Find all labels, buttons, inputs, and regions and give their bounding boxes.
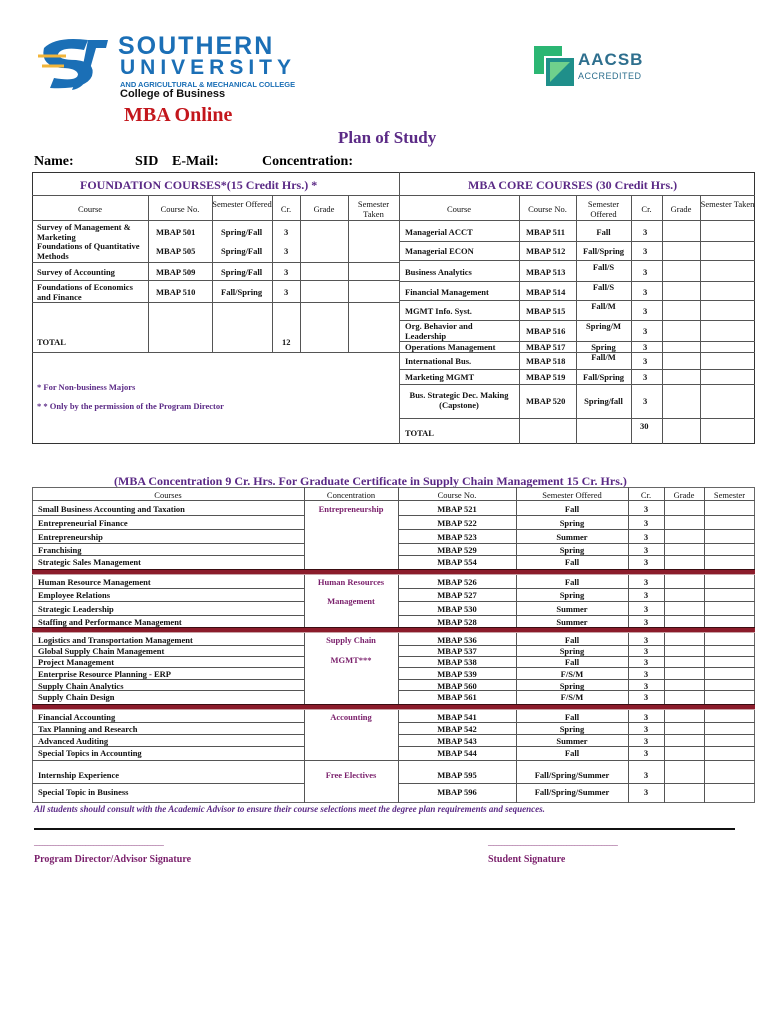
conc-col-semester: Semester Offered bbox=[542, 490, 602, 500]
core-cr: 3 bbox=[643, 372, 648, 382]
su-emblem-icon bbox=[36, 36, 116, 94]
core-semester: Fall/S bbox=[592, 262, 615, 272]
conc-course: Tax Planning and Research bbox=[38, 724, 138, 734]
core-semester: Fall/Spring bbox=[582, 372, 625, 382]
conc-courseno: MBAP 537 bbox=[437, 646, 477, 656]
foundation-courseno: MBAP 505 bbox=[156, 246, 196, 256]
conc-cr: 3 bbox=[643, 617, 649, 627]
core-course: Operations Management bbox=[405, 342, 496, 352]
core-semester: Fall/M bbox=[591, 352, 616, 362]
conc-course: Logistics and Transportation Management bbox=[38, 635, 193, 645]
conc-courseno: MBAP 541 bbox=[437, 712, 477, 722]
conc-col-semester-taken: Semester bbox=[713, 490, 746, 500]
group-name-entrepreneurship: Entrepreneurship bbox=[318, 504, 384, 514]
core-courseno: MBAP 519 bbox=[526, 372, 566, 382]
foundation-col-taken: Semester Taken bbox=[357, 199, 390, 219]
core-cr: 3 bbox=[643, 246, 648, 256]
conc-cr: 3 bbox=[643, 724, 649, 734]
conc-cr: 3 bbox=[643, 604, 649, 614]
conc-course: Small Business Accounting and Taxation bbox=[38, 504, 185, 514]
core-cr: 3 bbox=[643, 342, 648, 352]
group-name-free-electives: Free Electives bbox=[325, 770, 377, 780]
conc-courseno: MBAP 528 bbox=[437, 617, 477, 627]
conc-courseno: MBAP 523 bbox=[437, 532, 477, 542]
conc-col-cr: Cr. bbox=[640, 490, 652, 500]
core-col-semester: Semester Offered bbox=[587, 199, 620, 219]
core-col-grade: Grade bbox=[670, 204, 692, 214]
core-courseno: MBAP 516 bbox=[526, 326, 566, 336]
conc-cr: 3 bbox=[643, 532, 649, 542]
conc-cr: 3 bbox=[643, 681, 649, 691]
conc-cr: 3 bbox=[643, 657, 649, 667]
conc-semester: Fall bbox=[564, 748, 580, 758]
foundation-semester: Spring/Fall bbox=[221, 246, 263, 256]
core-cr: 3 bbox=[643, 227, 648, 237]
aacsb-logo bbox=[534, 44, 654, 88]
foundation-col-courseno: Course No. bbox=[160, 204, 200, 214]
group-name-accounting: Accounting bbox=[330, 712, 372, 722]
core-course: Managerial ECON bbox=[405, 246, 474, 256]
foundation-title: FOUNDATION COURSES*(15 Credit Hrs.) * bbox=[80, 178, 318, 192]
conc-semester: Summer bbox=[556, 736, 588, 746]
conc-courseno: MBAP 544 bbox=[437, 748, 477, 758]
conc-semester: Fall bbox=[564, 635, 580, 645]
foundation-courseno: MBAP 509 bbox=[156, 267, 196, 277]
foundation-courseno: MBAP 501 bbox=[156, 227, 196, 237]
core-col-course: Course bbox=[446, 204, 472, 214]
advisor-note: All students should consult with the Academic Advisor to ensure their course selections meet the degree plan requirements and sequences. bbox=[34, 804, 545, 814]
conc-course: Global Supply Chain Management bbox=[38, 646, 165, 656]
conc-course: Advanced Auditing bbox=[38, 736, 109, 746]
core-courseno: MBAP 512 bbox=[526, 246, 566, 256]
conc-semester: Summer bbox=[556, 604, 588, 614]
conc-cr: 3 bbox=[643, 692, 649, 702]
group-name-management: Management bbox=[327, 596, 375, 606]
conc-courseno: MBAP 561 bbox=[437, 692, 477, 702]
conc-semester: Spring bbox=[559, 590, 585, 600]
core-courseno: MBAP 520 bbox=[526, 396, 566, 406]
conc-col-grade: Grade bbox=[673, 490, 695, 500]
foundation-col-cr: Cr. bbox=[280, 204, 292, 214]
concentration-label: Concentration: bbox=[262, 154, 353, 169]
foundation-note-1: * For Non-business Majors bbox=[37, 382, 136, 392]
concentration-title: (MBA Concentration 9 Cr. Hrs. For Graduate Certificate in Supply Chain Management 15 Cr. Hrs.) bbox=[114, 474, 627, 488]
core-col-taken: Semester Taken bbox=[700, 199, 755, 209]
group-divider bbox=[32, 627, 755, 633]
foundation-total-label: TOTAL bbox=[37, 337, 66, 347]
core-col-courseno: Course No. bbox=[528, 204, 567, 214]
conc-course: Financial Accounting bbox=[38, 712, 116, 722]
foundation-semester: Spring/Fall bbox=[221, 267, 263, 277]
conc-cr: 3 bbox=[643, 646, 649, 656]
conc-semester: Spring bbox=[559, 681, 585, 691]
foundation-semester: Fall/Spring bbox=[221, 287, 263, 297]
student-signature-line[interactable]: ________________________________________________ bbox=[488, 841, 618, 847]
core-col-cr: Cr. bbox=[641, 204, 652, 214]
core-cr: 3 bbox=[643, 326, 648, 336]
conc-course: Special Topic in Business bbox=[38, 787, 129, 797]
core-semester: Fall bbox=[596, 227, 611, 237]
conc-courseno: MBAP 521 bbox=[437, 504, 477, 514]
conc-course: Supply Chain Analytics bbox=[38, 681, 124, 691]
foundation-cr: 3 bbox=[284, 246, 289, 256]
conc-course: Franchising bbox=[38, 545, 82, 555]
conc-courseno: MBAP 595 bbox=[437, 770, 477, 780]
core-courseno: MBAP 514 bbox=[526, 287, 566, 297]
conc-semester: Fall bbox=[564, 577, 580, 587]
core-courseno: MBAP 515 bbox=[526, 306, 566, 316]
group-name-mgmt: MGMT*** bbox=[330, 655, 372, 665]
conc-courseno: MBAP 526 bbox=[437, 577, 477, 587]
foundation-cr: 3 bbox=[284, 267, 289, 277]
conc-course: Entrepreneurship bbox=[38, 532, 103, 542]
conc-course: Supply Chain Design bbox=[38, 692, 115, 702]
conc-semester: Fall bbox=[564, 712, 580, 722]
foundation-col-course: Course bbox=[77, 204, 103, 214]
page-title: MBA Online bbox=[124, 104, 233, 126]
conc-cr: 3 bbox=[643, 518, 649, 528]
core-semester: Fall/M bbox=[591, 301, 616, 311]
conc-course: Entrepreneurial Finance bbox=[38, 518, 128, 528]
student-signature-label: Student Signature bbox=[488, 854, 566, 865]
conc-semester: Summer bbox=[556, 617, 588, 627]
foundation-col-semester: Semester Offered bbox=[212, 199, 272, 209]
core-course: Marketing MGMT bbox=[405, 372, 475, 382]
core-cr: 3 bbox=[643, 287, 648, 297]
core-course: MGMT Info. Syst. bbox=[405, 306, 472, 316]
conc-cr: 3 bbox=[643, 590, 649, 600]
core-courseno: MBAP 517 bbox=[526, 342, 566, 352]
school-name-line3: AND AGRICULTURAL & MECHANICAL COLLEGE bbox=[120, 80, 296, 89]
conc-cr: 3 bbox=[643, 736, 649, 746]
footer-rule bbox=[34, 828, 735, 830]
core-semester: Spring/fall bbox=[584, 396, 623, 406]
conc-semester: Spring bbox=[559, 518, 585, 528]
core-courseno: MBAP 513 bbox=[526, 267, 566, 277]
conc-cr: 3 bbox=[643, 787, 649, 797]
core-title: MBA CORE COURSES (30 Credit Hrs.) bbox=[468, 178, 678, 192]
conc-courseno: MBAP 543 bbox=[437, 736, 477, 746]
core-course: Business Analytics bbox=[405, 267, 472, 277]
conc-course: Staffing and Performance Management bbox=[38, 617, 182, 627]
conc-cr: 3 bbox=[643, 669, 649, 679]
conc-semester: Fall bbox=[564, 504, 580, 514]
conc-courseno: MBAP 529 bbox=[437, 545, 477, 555]
southern-university-logo bbox=[36, 30, 298, 102]
conc-semester: Fall/Spring/Summer bbox=[534, 787, 610, 797]
conc-course: Enterprise Resource Planning - ERP bbox=[38, 669, 172, 679]
conc-course: Human Resource Management bbox=[38, 577, 151, 587]
conc-courseno: MBAP 527 bbox=[437, 590, 477, 600]
conc-col-courses: Courses bbox=[154, 490, 182, 500]
conc-course: Strategic Leadership bbox=[38, 604, 114, 614]
core-cr: 3 bbox=[643, 356, 648, 366]
core-semester: Fall/Spring bbox=[582, 246, 625, 256]
conc-cr: 3 bbox=[643, 748, 649, 758]
conc-semester: Spring bbox=[559, 646, 585, 656]
school-name-line2: UNIVERSITY bbox=[120, 56, 297, 79]
conc-course: Employee Relations bbox=[38, 590, 111, 600]
conc-courseno: MBAP 596 bbox=[437, 787, 477, 797]
conc-col-courseno: Course No. bbox=[437, 490, 477, 500]
foundation-note-2: * * Only by the permission of the Program Director bbox=[37, 401, 224, 411]
core-course: Bus. Strategic Dec. Making (Capstone) bbox=[409, 390, 509, 410]
conc-cr: 3 bbox=[643, 577, 649, 587]
accredited-text: ACCREDITED bbox=[578, 71, 642, 81]
advisor-signature-label: Program Director/Advisor Signature bbox=[34, 854, 192, 865]
conc-course: Strategic Sales Management bbox=[38, 557, 141, 567]
group-name-human-resources: Human Resources bbox=[317, 577, 385, 587]
advisor-signature-line[interactable]: ________________________________________________ bbox=[34, 841, 164, 847]
core-course: Managerial ACCT bbox=[405, 227, 473, 237]
core-courseno: MBAP 511 bbox=[526, 227, 565, 237]
foundation-col-grade: Grade bbox=[313, 204, 335, 214]
conc-courseno: MBAP 539 bbox=[437, 669, 477, 679]
foundation-course: Foundations of Economics and Finance bbox=[37, 282, 133, 302]
sid-label: SID bbox=[135, 154, 159, 169]
conc-courseno: MBAP 538 bbox=[437, 657, 477, 667]
conc-course: Internship Experience bbox=[38, 770, 119, 780]
conc-col-concentration: Concentration bbox=[326, 490, 376, 500]
conc-courseno: MBAP 560 bbox=[437, 681, 477, 691]
conc-cr: 3 bbox=[643, 545, 649, 555]
group-name-supply-chain: Supply Chain bbox=[326, 635, 376, 645]
group-divider bbox=[32, 569, 755, 575]
core-semester: Spring/M bbox=[586, 321, 621, 331]
foundation-course: Foundations of Quantitative Methods bbox=[37, 241, 140, 261]
conc-cr: 3 bbox=[643, 770, 649, 780]
core-courseno: MBAP 518 bbox=[526, 356, 566, 366]
conc-courseno: MBAP 530 bbox=[437, 604, 477, 614]
core-total: 30 bbox=[640, 421, 649, 431]
foundation-semester: Spring/Fall bbox=[221, 227, 263, 237]
group-divider bbox=[32, 704, 755, 710]
core-course: International Bus. bbox=[405, 356, 472, 366]
name-label: Name: bbox=[34, 154, 74, 169]
conc-semester: Fall bbox=[564, 657, 580, 667]
core-semester: Fall/S bbox=[592, 282, 615, 292]
conc-semester: F/S/M bbox=[560, 669, 584, 679]
core-total-label: TOTAL bbox=[405, 428, 434, 438]
conc-course: Special Topics in Accounting bbox=[38, 748, 142, 758]
core-cr: 3 bbox=[643, 306, 648, 316]
conc-courseno: MBAP 522 bbox=[437, 518, 477, 528]
conc-cr: 3 bbox=[643, 557, 649, 567]
core-course: Org. Behavior and Leadership bbox=[405, 321, 473, 341]
page-subtitle: Plan of Study bbox=[338, 128, 437, 147]
conc-cr: 3 bbox=[643, 504, 649, 514]
conc-semester: F/S/M bbox=[560, 692, 584, 702]
email-label: E-Mail: bbox=[172, 154, 219, 169]
school-name-line1: SOUTHERN bbox=[118, 32, 275, 60]
conc-courseno: MBAP 536 bbox=[437, 635, 477, 645]
foundation-cr: 3 bbox=[284, 287, 289, 297]
aacsb-emblem-icon bbox=[534, 46, 574, 86]
college-name: College of Business bbox=[120, 88, 226, 100]
conc-courseno: MBAP 542 bbox=[437, 724, 477, 734]
core-cr: 3 bbox=[643, 396, 648, 406]
foundation-course: Survey of Accounting bbox=[37, 267, 115, 277]
foundation-course: Survey of Management & Marketing bbox=[37, 222, 131, 242]
conc-courseno: MBAP 554 bbox=[437, 557, 477, 567]
conc-semester: Fall/Spring/Summer bbox=[534, 770, 610, 780]
core-semester: Spring bbox=[591, 342, 616, 352]
foundation-total: 12 bbox=[282, 337, 291, 347]
conc-semester: Spring bbox=[559, 724, 585, 734]
conc-cr: 3 bbox=[643, 635, 649, 645]
conc-semester: Summer bbox=[556, 532, 588, 542]
aacsb-text: AACSB bbox=[578, 50, 644, 69]
core-course: Financial Management bbox=[405, 287, 489, 297]
conc-semester: Spring bbox=[559, 545, 585, 555]
core-cr: 3 bbox=[643, 267, 648, 277]
conc-cr: 3 bbox=[643, 712, 649, 722]
foundation-courseno: MBAP 510 bbox=[156, 287, 196, 297]
conc-course: Project Management bbox=[38, 657, 115, 667]
conc-semester: Fall bbox=[564, 557, 580, 567]
foundation-cr: 3 bbox=[284, 227, 289, 237]
